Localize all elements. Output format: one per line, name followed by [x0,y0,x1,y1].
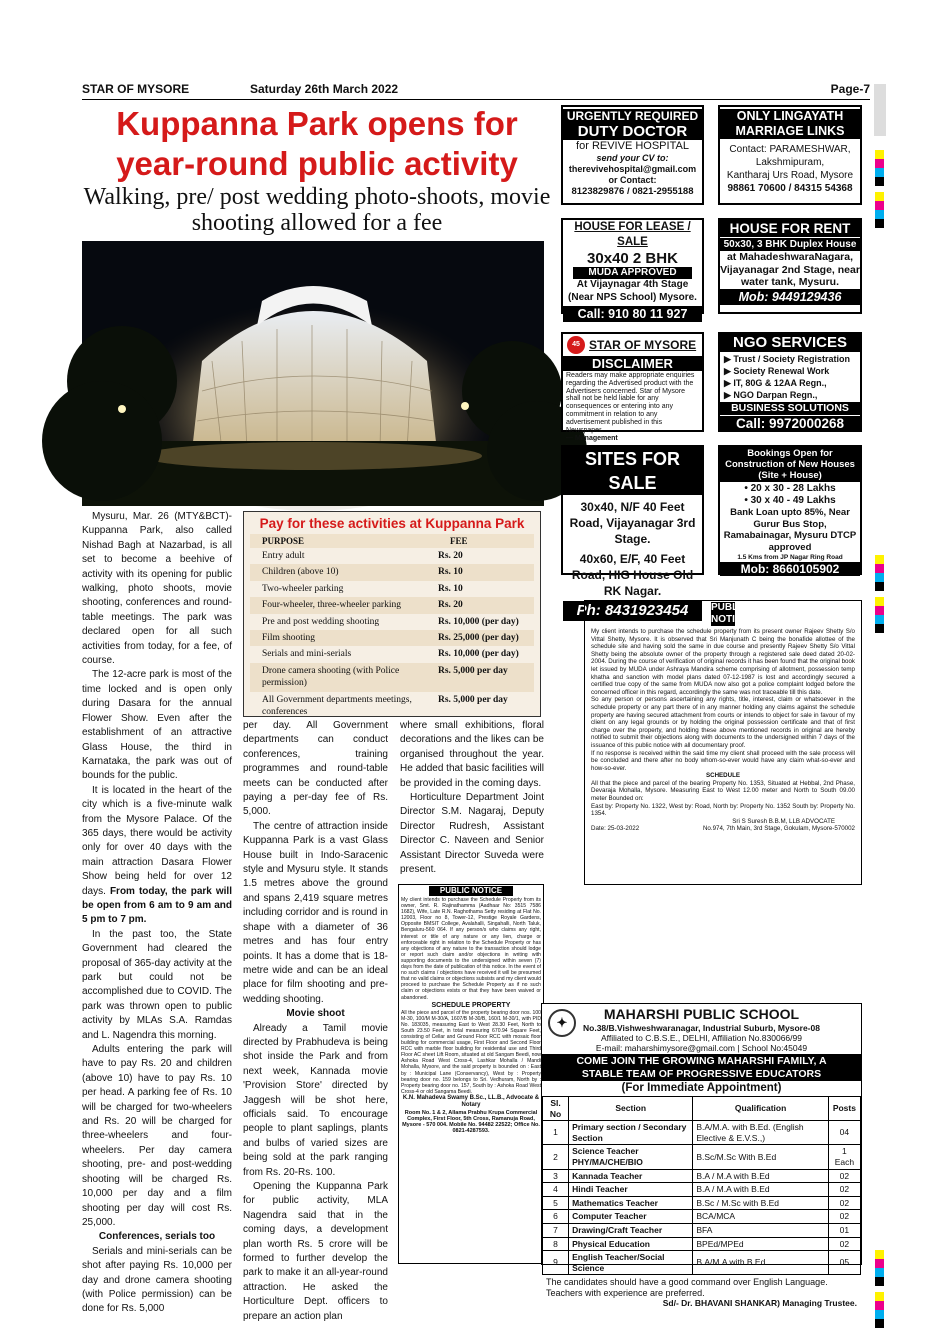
ad-line: — Management [566,435,618,443]
para: Horticulture Department Joint Director S.M. Nagaraj, Deputy Director Rudresh, Assistant Director C. Naveen and Senior Assistant Director Suveda were present. [400,792,544,876]
ad-line: Lakshmipuram, [755,157,825,168]
vacancy-row [543,1223,861,1237]
ngo-item: ▶ NGO Darpan Regn., [724,390,818,400]
school-immediate: (For Immediate Appointment) [621,1082,782,1094]
fee-purpose: Children (above 10) [250,564,438,580]
ad-line: for REVIVE HOSPITAL [576,140,689,152]
anniversary-logo-icon: 45 [567,336,585,354]
color-swatch [875,615,884,624]
ad-line: DISCLAIMER [563,356,702,371]
vacancy-cell: BFA [693,1223,828,1237]
ad-house-rent [718,218,862,314]
ad-line: At Vijaynagar 4th Stage (Near NPS School) Mysore. [568,279,697,303]
vacancy-cell: 4 [543,1183,569,1197]
ad-line: NGO SERVICES [720,334,860,352]
fee-amount: Rs. 5,000 per day [438,694,508,705]
school-signatory: Sd/- Dr. BHAVANI SHANKAR) Managing Trustee. [662,1298,857,1309]
fee-amount: Rs. 5,000 per day [438,663,534,692]
para: Adults entering the park will have to pay Rs. 20 and children (above 10) have to pay Rs. 10 per head. A parking fee of Rs. 10 will be charged for two-wheelers and Rs. 20 will be charged for three-wheelers and four-wheelers. Per day camera shooting, pre- and post-wedding shooting will be charged Rs. 10,000 per day and a film shooting per day will cost Rs. 25,000. [82,1044,232,1228]
vacancy-row [543,1183,861,1197]
ad-line: MARRIAGE LINKS [720,124,860,139]
fee-row [250,548,534,564]
color-swatch [875,1250,884,1259]
vacancy-cell: B.Sc / M.Sc with B.Ed [693,1196,828,1210]
vacancy-cell: BPEd/MPEd [693,1237,828,1251]
vacancy-cell: 02 [828,1169,860,1183]
vacancy-cell: Primary section / Secondary Section [569,1121,693,1145]
ad-line: Mob: 9449129436 [720,289,860,305]
bookings-list [720,483,860,507]
vacancy-cell: B.A / M.A with B.Ed [693,1169,828,1183]
para: Mysuru, Mar. 26 (MTY&BCT)- Kuppanna Park, also called Nishad Bagh at Nazarbad, is all set to become a beehive of activity with its opening for public walking, photo shoots, movie shooting, conferences and round-table meetings. The park was declared open for all such activities from today, for a fee, of course. [82,511,232,667]
ad-line: URGENTLY REQUIRED [563,109,702,123]
vacancy-cell: Physical Education [569,1237,693,1251]
fee-purpose: Two-wheeler parking [262,583,344,594]
fee-row [250,692,534,721]
vacancy-cell: Science Teacher PHY/MA/CHE/BIO [569,1145,693,1169]
subhead-conferences: Conferences, serials too [98,1231,216,1243]
fee-amount: Rs. 25,000 (per day) [438,630,534,646]
ngo-item: ▶ Society Renewal Work [724,366,830,376]
fee-amount: Rs. 10,000 (per day) [438,616,519,627]
ad-line: 50x30, 3 BHK Duplex House [720,238,860,251]
ad-line: DUTY DOCTOR [563,123,702,140]
school-email: E-mail: maharshimysore@gmail.com | School No:45049 [595,1043,808,1053]
vacancy-header: Sl. No [543,1097,569,1121]
vacancy-row [543,1210,861,1224]
vacancy-cell: 02 [828,1237,860,1251]
color-swatch [875,168,884,177]
color-swatch [875,597,884,606]
vacancy-cell: 3 [543,1169,569,1183]
ad-disclaimer [561,332,704,443]
color-swatch [875,150,884,159]
vacancy-cell: B.Sc/M.Sc With B.Ed [693,1145,828,1169]
subhead-movie-shoot: Movie shoot [286,1008,345,1020]
ad-maharshi-school [541,1003,862,1309]
vacancy-cell: 02 [828,1210,860,1224]
ngo-item: ▶ IT, 80G & 12AA Regn., [724,378,827,388]
col-fee: FEE [438,534,534,548]
para: Opening the Kuppanna Park for public activity, MLA Nagendra said that in the coming days, a development plan worth Rs. 5 crore will be formed to further develop the park to make it an all-year-round attraction. He asked the Horticulture Dept. officers to prepare an action plan [243,1181,388,1322]
notice-text: If no response is received within the said time my client shall proceed with the sale process will be concluded and there after no body whom-so-ever would have any claim what-so-ever and how-so-ever. [591,749,855,772]
ad-line: 30x40, N/F 40 Feet Road, Vijayanagar 3rd Stage. [569,500,696,546]
vacancy-cell: Drawing/Craft Teacher [569,1223,693,1237]
booking-item: • 20 x 30 - 28 Lakhs [744,483,836,494]
color-swatch [875,1259,884,1268]
fee-purpose: Four-wheeler, three-wheeler parking [250,597,438,613]
color-swatch [875,1277,884,1286]
fee-table [250,534,534,720]
fee-row [250,581,534,597]
ad-ngo-services [718,332,862,432]
para: The centre of attraction inside Kuppanna Park is a vast Glass House built in Indo-Saracenic style and Mysuru style. It stands 1.5 metres above the ground and spans 2,419 square metres including corridor and is round in shape with a diameter of 36 metres and has four entry points. It has a dome that is 18-metre wide and can be an ideal place for film shooting and pre-wedding shooting. [243,820,388,1005]
schedule-text: All the piece and parcel of the property bearing door nos. 100 M-30, 100/M M-30/A, 1607/B M-30/B, 160/1 M-30/1, with PID No. 183035, measuring East to West 28.30 Feet, North to South 23.50 Feet, in total measuring 670.94 Square Feet, consisting of Cellar and Ground Floor RCC with mosaic floor building for commercial usage, First Floor and Second Floor RCC with marble floor building for residential use and Third Floor AC sheet Lift Room, situated at old Sangam Beedi, now Ashoka Road West Cross-4, Lashkar Mohalla / Mandi Mohalla, Mysore, and the said property is bounded on : East by : Municipal Lane (Conservancy), West by : Property bearing door no. 159 belongs to Sri. Vedhuram, North by : Property bearing door no. 157, South by : Ashoka Road West Cross-4 or old Sangama Beedi. [401,1009,541,1095]
fee-row [250,646,534,662]
fee-purpose: Film shooting [250,630,438,646]
public-notice-large [584,600,862,885]
cmyk-bar-bottom [875,1250,884,1328]
vacancy-cell: 6 [543,1210,569,1224]
vacancy-cell: B.A/M.A. with B.Ed. (English Elective & E.V.S.,) [693,1121,828,1145]
vacancy-cell: 04 [828,1121,860,1145]
school-address: No.38/B.Vishweshwaranagar, Industrial Suburb, Mysore-08 [583,1023,820,1033]
article-col-1 [82,510,232,1317]
color-swatch [875,1301,884,1310]
col-purpose: PURPOSE [250,534,438,548]
ad-line: 40x60, E/F, 40 Feet Road, HIG House Old RK Nagar. [571,552,694,598]
ad-duty-doctor [561,105,704,205]
fee-purpose: Drone camera shooting (with Police permission) [250,663,438,692]
ad-line: 98861 70600 / 84315 54368 [727,183,853,194]
fee-row [250,663,534,692]
vacancy-header: Section [569,1097,693,1121]
ad-line: Bookings Open for Construction of New Houses (Site + House) [720,447,860,482]
vacancy-cell: 8 [543,1237,569,1251]
ad-line: ONLY LINGAYATH [720,109,860,124]
color-swatch [875,606,884,615]
ad-line: Call: 910 80 11 927 [563,306,702,322]
vacancy-cell: 02 [828,1183,860,1197]
school-banner: COME JOIN THE GROWING MAHARSHI FAMILY, A STABLE TEAM OF PROGRESSIVE EDUCATORS [542,1054,861,1081]
vacancy-cell: 1 Each [828,1145,860,1169]
page-number: Page-7 [830,82,870,96]
color-swatch [875,624,884,633]
subheadline: Walking, pre/ post wedding photo-shoots, movie shooting allowed for a fee [83,184,551,236]
vacancy-cell: 1 [543,1121,569,1145]
ad-line: BUSINESS SOLUTIONS [720,402,860,415]
fee-table-title: Pay for these activities at Kuppanna Park [259,516,525,531]
ad-line: Bank Loan upto 85%, Near Gurur Bus Stop, Ramabainagar, Mysuru DTCP approved [723,507,857,553]
vacancy-cell: 9 [543,1251,569,1275]
fee-row [250,597,534,613]
paper-name: STAR OF MYSORE [82,82,190,96]
ad-line: therevivehospital@gmail.com [568,164,697,174]
vacancy-header: Qualification [693,1097,828,1121]
page-header [82,80,870,100]
para: The 12-acre park is most of the time locked and is open only during Dasara for the annual Flower Show. Even after the establishment of an attractive Glass House, the third in Karnataka, the park was out of bounds for the public. [82,669,232,782]
ad-line: HOUSE FOR RENT [720,220,860,237]
vacancy-cell: Computer Teacher [569,1210,693,1224]
color-swatch [875,1292,884,1301]
fee-row [250,614,534,630]
vacancy-cell: 5 [543,1196,569,1210]
notice-text: So any person or persons ascertaining any rights, title, interest, claim or whatsoever in the schedule property or any part there of in any manner holding any claims against the schedule property are having secured attachment from courts or intends to object for sale in favour of my client on any legal grounds or by holding the original possession certificate and that of first charge over the property, and holding these above mentioned records in original are hereby notified to submit their objections along with documents to the undersigned within 7 days of the issuance of this public notice with all documentary proof. [591,696,855,749]
fee-amount: Rs. 20 [438,597,534,613]
para [82,784,232,928]
ad-house-lease [561,218,704,321]
notice-signatory: K.N. Mahadeva Swamy B.Sc., LL.B., Advocate & Notary [402,1094,540,1109]
para: where small exhibitions, floral decorations and the likes can be organised throughout the year. He added that basic facilities will be provided in the coming days. [400,720,544,789]
fee-purpose: All Government departments meetings, conferences [262,694,412,718]
ad-line: MUDA APPROVED [573,267,692,279]
color-swatch [875,210,884,219]
school-logo-icon: ✦ [548,1009,576,1037]
ad-line: Call: 9972000268 [720,416,860,432]
school-name: MAHARSHI PUBLIC SCHOOL [603,1006,800,1022]
para: Already a Tamil movie directed by Prabhudeva is being shot inside the Park and from next week, Kannada movie 'Provision Store' directed by Jaggesh will be shot here, officials said. To encourage people to plant saplings, plants and bulbs of varied sizes are being sold at the park ranging from Rs. 20-Rs. 100. [243,1022,388,1178]
issue-date: Saturday 26th March 2022 [250,82,399,96]
schedule-title: SCHEDULE [705,772,741,780]
ad-sites-for-sale [561,445,704,619]
ngo-item: ▶ Trust / Society Registration [724,354,850,364]
vacancy-cell: English Teacher/Social Science [569,1251,693,1275]
color-swatch [875,219,884,228]
ad-line: 1.5 Kms from JP Nagar Ring Road [737,554,843,561]
fee-purpose: Entry adult [262,551,305,561]
public-notice-small [398,884,544,1264]
fee-purpose: Serials and mini-serials [262,649,352,660]
vacancy-cell: 2 [543,1145,569,1169]
notice-footer [591,825,855,833]
ad-line: Ph: 8431923454 [563,601,702,621]
color-swatch [875,564,884,573]
color-swatch [875,1268,884,1277]
vacancy-row [543,1145,861,1169]
article-col-2 [243,719,388,1324]
article-col-3 [400,719,544,877]
vacancy-row [543,1169,861,1183]
para-text: It is located in the heart of the city which is a five-minute walk from the Mysore Palace. Of the 365 days, there would be activity only for over 40 days with the main attraction Dasara Flower Show being held for over 12 days. [82,784,232,897]
ad-line: Readers may make appropriate enquiries regarding the Advertised product with the Advertisers concerned. Star of Mysore shall not be held liable for any consequences or entering into any commitment in relation to any advertisement published in this Newspaper. [566,372,695,434]
ad-line: Mob: 8660105902 [720,562,860,576]
glass-house-photo [82,241,544,506]
fee-row [250,630,534,646]
ad-line: 8123829876 / 0821-2955188 [571,186,694,197]
fee-row [250,564,534,580]
vacancy-row [543,1196,861,1210]
schedule-title: SCHEDULE PROPERTY [431,1001,511,1009]
notice-address: No.974, 7th Main, 3rd Stage, Gokulam, Mysore-570002 [702,825,855,833]
notice-address: Room No. 1 & 2, Allama Prabhu Krupa Commercial Complex, First Floor, 5th Cross, Ramanuja Road, Mysore - 570 004. Mobile No. 94482 22522; Office No. 0821-4287593. [402,1109,540,1135]
ad-line: HOUSE FOR LEASE / SALE [574,221,691,248]
vacancy-cell: 01 [828,1223,860,1237]
school-footer [542,1275,861,1309]
notice-text: My client intends to purchase the Schedule Property from its owner, Smt. R. Rajinathamma (Aadhaar No: 3515 7586 1682), Wife, Late R.N. Raghothama Setty residing at Flat No. 12003, Floor no 8, Tower-12, Prestige Royale Gardens, Opposite BMSIT College, Avalahalli, Singahalli, North Taluk, Bengaluru-560 064. If any person/s who claims any right, interest or title of any nature or any lien, charge or enforceable right in relation to the Schedule Property or has any objections of any nature to the transaction should lodge or report such claim and/or objections in writing with supporting documents to the undersigned within seven (7) days from the date of publication of this notice. In the event of no such claims / objections have received it will be presumed that no valid claims or objections subsists and my client would proceed to purchase the Schedule Property as if no such claim or objections exists or that they have been waived or abandoned. [401,897,541,1001]
notice-date: Date: 25-03-2022 [591,825,640,833]
fee-table-box [243,511,541,717]
vacancy-cell: 02 [828,1196,860,1210]
timings: From today, the park will be open from 6 am to 9 am and 5 pm to 7 pm. [82,885,232,926]
headline: Kuppanna Park opens for year-round public activity [116,105,518,182]
color-swatch [875,1319,884,1328]
ngo-list [720,352,860,402]
notice-text: East by: Property No. 1322, West by: Road, North by: Property No. 1352 South by: Property No. 1354. [591,802,855,818]
ad-line: at MahadeshwaraNagara, Vijayanagar 2nd Stage, near water tank, Mysuru. [720,251,860,288]
vacancy-cell: Mathematics Teacher [569,1196,693,1210]
notice-text: All that the piece and parcel of the bearing Property No. 1353, Situated at Hebbal, 2nd Phase, Devaraja Mohalla, Mysore. Measuring East to West 12.00 meter and North to South 09.00 meter Bounded on: [591,779,855,803]
ad-line: SITES FOR SALE [563,447,702,495]
cmyk-bar-top [875,150,884,228]
vacancy-cell: B.A/M.A with B.Ed [693,1251,828,1275]
color-swatch [875,177,884,186]
ad-line: Kantharaj Urs Road, Mysore [726,170,854,181]
ad-lingayath [718,105,862,205]
school-note: The candidates should have a good command over English Language. Teachers with experience are preferred. [546,1277,828,1298]
color-swatch [875,1310,884,1319]
fee-amount: Rs. 10 [438,583,463,594]
color-swatch [875,192,884,201]
vacancy-row [543,1121,861,1145]
ad-bookings [718,445,862,575]
vacancy-cell: B.A / M.A with B.Ed [693,1183,828,1197]
notice-title: PUBLIC NOTICE [711,602,749,625]
color-swatch [875,555,884,564]
notice-title: PUBLIC NOTICE [429,886,513,896]
vacancy-cell: 7 [543,1223,569,1237]
vacancy-cell: Hindi Teacher [569,1183,693,1197]
vacancy-cell: 05 [828,1251,860,1275]
notice-text: My client intends to purchase the schedule property from its present owner Rajeev Shetty S/o Vittal Shetty, Mysore. It is observed that Sri Manjunath C being the bonafide allottee of the schedule site and having sold the same in due course and presently Rajeev Shetty S/o Vittal Shetty being the absolute owner of the property through a registered sale deed dated 20-02-2004. During the course of verification of original records it has been found that the original book let issued by MUDA under Ashraya Mandira scheme comprising of allotment, possession temp khatha and sanction with model plans dated 07-12-1987 is lost and accordingly secured a certified true copy of the same from MUDA now also got a police complaint lodged before the concerned officer in this regard, accordingly the same was not traceable till this date. [591,628,855,696]
color-swatch [875,201,884,210]
ad-line: Contact: PARAMESHWAR, [729,144,851,155]
booking-item: • 30 x 40 - 49 Lakhs [744,495,836,506]
para: per day. All Government departments can conduct conferences, training programmes and round-table meets can be conducted after paying a per-day fee of Rs. 5,000. [243,720,388,818]
vacancy-cell: BCA/MCA [693,1210,828,1224]
ad-line: 30x40 2 BHK [587,250,678,267]
school-affiliation: Affiliated to C.B.S.E., DELHI, Affiliation No.830066/99 [601,1033,802,1043]
ad-line: send your CV to: [596,153,669,163]
color-swatch [875,582,884,591]
para: Serials and mini-serials can be shot after paying Rs. 10,000 per day and drone camera shooting (with Police permission) can be done for Rs. 5,000 [82,1245,232,1315]
fee-amount: Rs. 10 [438,564,534,580]
print-margin-strip [874,84,886,136]
vacancy-cell: Kannada Teacher [569,1169,693,1183]
vacancy-row [543,1237,861,1251]
vacancy-table [542,1096,861,1275]
ad-line: STAR OF MYSORE [589,338,697,352]
cmyk-bar-middle [875,555,884,633]
ad-line: or Contact: [608,175,657,185]
para: In the past too, the State Government had cleared the proposal of 365-day activity at the park but could not be accomplished due to COVID. The park was thrown open to public activity by MLAs S.A. Ramdas and L. Nagendra this morning. [82,928,232,1041]
vacancy-header: Posts [828,1097,860,1121]
disclaimer-head [563,334,702,356]
color-swatch [875,159,884,168]
color-swatch [875,573,884,582]
fee-amount: Rs. 20 [438,551,463,561]
notice-signatory: Sri S Suresh B.B.M, LLB ADVOCATE [732,817,835,825]
vacancy-row [543,1251,861,1275]
fee-purpose: Pre and post wedding shooting [262,616,380,627]
fee-amount: Rs. 10,000 (per day) [438,649,519,660]
